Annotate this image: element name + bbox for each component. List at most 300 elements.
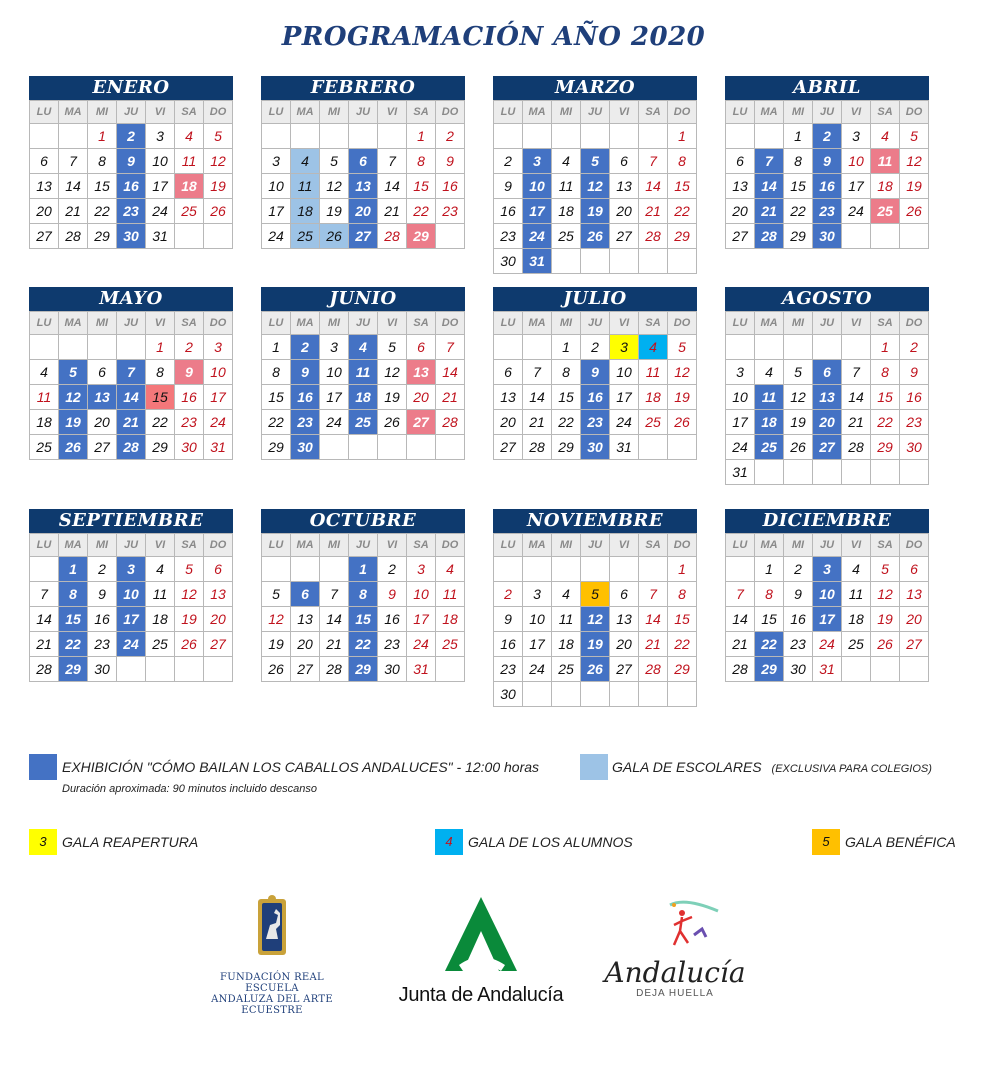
day-cell: 13 [88,385,117,410]
day-cell: 14 [30,607,59,632]
day-cell: 19 [262,632,291,657]
day-cell: 30 [813,224,842,249]
day-cell: 1 [552,335,581,360]
month-table [29,311,233,460]
weekday-header: LU [726,312,755,335]
day-cell: 28 [117,435,146,460]
weekday-header: LU [494,534,523,557]
day-cell: 5 [320,149,349,174]
empty-cell [639,249,668,274]
day-cell: 7 [726,582,755,607]
day-cell: 15 [59,607,88,632]
day-cell: 17 [523,632,552,657]
day-cell: 13 [407,360,436,385]
legend-swatch-alumnos: 4 [435,829,463,855]
empty-cell [668,249,697,274]
empty-cell [755,335,784,360]
empty-cell [842,460,871,485]
day-cell: 16 [117,174,146,199]
day-cell: 7 [59,149,88,174]
day-cell: 3 [842,124,871,149]
empty-cell [813,335,842,360]
day-cell: 11 [639,360,668,385]
weekday-header: LU [726,534,755,557]
weekday-header: MA [59,101,88,124]
day-cell: 6 [204,557,233,582]
weekday-header: JU [581,534,610,557]
day-cell: 17 [610,385,639,410]
day-cell: 28 [30,657,59,682]
empty-cell [871,657,900,682]
empty-cell [871,224,900,249]
day-cell: 24 [117,632,146,657]
weekday-header: VI [146,101,175,124]
day-cell: 3 [523,149,552,174]
day-cell: 29 [262,435,291,460]
empty-cell [30,124,59,149]
day-cell: 7 [639,149,668,174]
empty-cell [291,124,320,149]
day-cell: 5 [871,557,900,582]
empty-cell [871,460,900,485]
day-cell: 19 [784,410,813,435]
weekday-header: MI [88,534,117,557]
month-title: JULIO [493,287,697,311]
day-cell: 29 [59,657,88,682]
day-cell: 26 [175,632,204,657]
day-cell: 20 [204,607,233,632]
day-cell: 12 [668,360,697,385]
day-cell: 30 [784,657,813,682]
day-cell: 20 [291,632,320,657]
day-cell: 30 [494,682,523,707]
weekday-header: LU [494,101,523,124]
day-cell: 27 [204,632,233,657]
day-cell: 4 [552,149,581,174]
weekday-header: MA [59,534,88,557]
day-cell: 19 [59,410,88,435]
day-cell: 30 [291,435,320,460]
weekday-header: LU [30,534,59,557]
empty-cell [842,657,871,682]
empty-cell [784,460,813,485]
weekday-header: LU [726,101,755,124]
month-title: SEPTIEMBRE [29,509,233,533]
day-cell: 20 [494,410,523,435]
weekday-header: SA [639,312,668,335]
day-cell: 24 [523,657,552,682]
day-cell: 6 [30,149,59,174]
day-cell: 3 [610,335,639,360]
empty-cell [581,124,610,149]
empty-cell [494,557,523,582]
empty-cell [610,249,639,274]
day-cell: 1 [871,335,900,360]
day-cell: 19 [900,174,929,199]
empty-cell [204,224,233,249]
month-title: ABRIL [725,76,929,100]
day-cell: 29 [668,657,697,682]
day-cell: 2 [813,124,842,149]
empty-cell [175,224,204,249]
day-cell: 7 [639,582,668,607]
month-septiembre [29,509,233,682]
day-cell: 29 [407,224,436,249]
day-cell: 8 [349,582,378,607]
day-cell: 26 [581,224,610,249]
dancer-figure-icon [630,895,720,953]
day-cell: 7 [523,360,552,385]
month-title: JUNIO [261,287,465,311]
weekday-header: SA [871,312,900,335]
day-cell: 29 [755,657,784,682]
empty-cell [494,124,523,149]
day-cell: 5 [900,124,929,149]
day-cell: 6 [610,149,639,174]
day-cell: 22 [146,410,175,435]
day-cell: 21 [320,632,349,657]
day-cell: 10 [320,360,349,385]
legend-escolares [612,759,932,775]
weekday-header: MA [755,312,784,335]
day-cell: 16 [494,632,523,657]
day-cell: 22 [668,199,697,224]
day-cell: 15 [349,607,378,632]
month-febrero [261,76,465,249]
day-cell: 25 [842,632,871,657]
day-cell: 24 [813,632,842,657]
day-cell: 21 [378,199,407,224]
junta-a-icon [441,893,521,975]
month-table [29,533,233,682]
day-cell: 20 [813,410,842,435]
day-cell: 31 [407,657,436,682]
day-cell: 8 [871,360,900,385]
day-cell: 21 [726,632,755,657]
day-cell: 15 [668,174,697,199]
day-cell: 9 [813,149,842,174]
day-cell: 10 [813,582,842,607]
day-cell: 2 [581,335,610,360]
day-cell: 2 [291,335,320,360]
weekday-header: DO [436,534,465,557]
day-cell: 13 [813,385,842,410]
weekday-header: SA [871,101,900,124]
fundacion-line2: ANDALUZA DEL ARTE ECUESTRE [211,994,333,1016]
empty-cell [639,124,668,149]
day-cell: 15 [88,174,117,199]
day-cell: 11 [146,582,175,607]
legend-swatch-reapertura: 3 [29,829,57,855]
day-cell: 24 [320,410,349,435]
day-cell: 22 [552,410,581,435]
month-title: ENERO [29,76,233,100]
day-cell: 7 [436,335,465,360]
day-cell: 30 [88,657,117,682]
weekday-header: JU [813,101,842,124]
day-cell: 16 [581,385,610,410]
day-cell: 23 [581,410,610,435]
day-cell: 17 [523,199,552,224]
legend-benefica: GALA BENÉFICA [845,834,956,850]
weekday-header: MI [552,101,581,124]
day-cell: 3 [262,149,291,174]
empty-cell [146,657,175,682]
weekday-header: MI [552,312,581,335]
empty-cell [755,460,784,485]
day-cell: 24 [146,199,175,224]
day-cell: 12 [262,607,291,632]
day-cell: 24 [523,224,552,249]
day-cell: 10 [842,149,871,174]
day-cell: 25 [552,657,581,682]
weekday-header: MA [291,101,320,124]
day-cell: 15 [262,385,291,410]
day-cell: 19 [378,385,407,410]
day-cell: 28 [378,224,407,249]
day-cell: 5 [668,335,697,360]
day-cell: 17 [262,199,291,224]
day-cell: 21 [117,410,146,435]
day-cell: 3 [813,557,842,582]
day-cell: 15 [552,385,581,410]
day-cell: 3 [407,557,436,582]
empty-cell [581,249,610,274]
day-cell: 13 [900,582,929,607]
day-cell: 26 [320,224,349,249]
day-cell: 22 [871,410,900,435]
month-abril [725,76,929,249]
day-cell: 26 [59,435,88,460]
day-cell: 4 [349,335,378,360]
empty-cell [349,435,378,460]
day-cell: 13 [610,607,639,632]
weekday-header: VI [146,534,175,557]
day-cell: 15 [668,607,697,632]
weekday-header: MA [523,534,552,557]
day-cell: 23 [494,657,523,682]
empty-cell [639,682,668,707]
empty-cell [610,124,639,149]
day-cell: 23 [88,632,117,657]
weekday-header: SA [175,312,204,335]
day-cell: 27 [726,224,755,249]
day-cell: 16 [291,385,320,410]
empty-cell [523,124,552,149]
weekday-header: JU [813,312,842,335]
weekday-header: DO [900,534,929,557]
weekday-header: SA [407,312,436,335]
day-cell: 12 [320,174,349,199]
day-cell: 11 [842,582,871,607]
day-cell: 26 [871,632,900,657]
weekday-header: VI [610,101,639,124]
weekday-header: SA [175,534,204,557]
empty-cell [59,124,88,149]
day-cell: 13 [30,174,59,199]
day-cell: 16 [494,199,523,224]
empty-cell [900,224,929,249]
day-cell: 10 [726,385,755,410]
weekday-header: MA [291,312,320,335]
day-cell: 23 [378,632,407,657]
day-cell: 12 [378,360,407,385]
day-cell: 4 [146,557,175,582]
day-cell: 26 [204,199,233,224]
day-cell: 2 [900,335,929,360]
day-cell: 2 [784,557,813,582]
day-cell: 30 [117,224,146,249]
day-cell: 23 [494,224,523,249]
day-cell: 7 [378,149,407,174]
empty-cell [291,557,320,582]
day-cell: 10 [204,360,233,385]
day-cell: 25 [639,410,668,435]
day-cell: 8 [407,149,436,174]
empty-cell [523,557,552,582]
day-cell: 11 [436,582,465,607]
day-cell: 16 [784,607,813,632]
weekday-header: DO [668,534,697,557]
day-cell: 11 [871,149,900,174]
weekday-header: JU [349,534,378,557]
weekday-header: VI [610,312,639,335]
day-cell: 1 [755,557,784,582]
day-cell: 10 [146,149,175,174]
day-cell: 7 [842,360,871,385]
legend-exhibicion: EXHIBICIÓN "CÓMO BAILAN LOS CABALLOS ANDALUCES" - 12:00 horas [62,759,540,775]
day-cell: 4 [175,124,204,149]
legend-escolares-label: GALA DE ESCOLARES [612,759,762,775]
day-cell: 9 [88,582,117,607]
day-cell: 2 [436,124,465,149]
day-cell: 25 [175,199,204,224]
day-cell: 15 [146,385,175,410]
day-cell: 25 [755,435,784,460]
day-cell: 5 [378,335,407,360]
day-cell: 2 [494,582,523,607]
day-cell: 29 [871,435,900,460]
day-cell: 11 [552,607,581,632]
empty-cell [204,657,233,682]
empty-cell [784,335,813,360]
day-cell: 6 [291,582,320,607]
weekday-header: MI [88,101,117,124]
day-cell: 13 [610,174,639,199]
day-cell: 6 [88,360,117,385]
day-cell: 27 [494,435,523,460]
day-cell: 27 [30,224,59,249]
day-cell: 14 [378,174,407,199]
day-cell: 9 [494,607,523,632]
month-table [725,311,929,485]
day-cell: 15 [407,174,436,199]
horse-rider-emblem-icon [252,895,292,959]
weekday-header: VI [378,312,407,335]
day-cell: 19 [581,632,610,657]
day-cell: 27 [610,657,639,682]
day-cell: 11 [30,385,59,410]
day-cell: 15 [755,607,784,632]
day-cell: 23 [291,410,320,435]
weekday-header: MA [755,534,784,557]
day-cell: 6 [900,557,929,582]
day-cell: 23 [900,410,929,435]
day-cell: 1 [784,124,813,149]
empty-cell [726,335,755,360]
day-cell: 16 [175,385,204,410]
day-cell: 16 [378,607,407,632]
month-title: MARZO [493,76,697,100]
day-cell: 17 [842,174,871,199]
empty-cell [117,335,146,360]
empty-cell [436,435,465,460]
empty-cell [610,682,639,707]
day-cell: 4 [552,582,581,607]
day-cell: 10 [117,582,146,607]
weekday-header: DO [668,312,697,335]
weekday-header: VI [842,534,871,557]
day-cell: 14 [639,174,668,199]
day-cell: 20 [900,607,929,632]
day-cell: 25 [291,224,320,249]
weekday-header: MA [523,312,552,335]
weekday-header: SA [639,534,668,557]
day-cell: 1 [349,557,378,582]
day-cell: 8 [552,360,581,385]
day-cell: 3 [320,335,349,360]
day-cell: 25 [349,410,378,435]
day-cell: 23 [813,199,842,224]
day-cell: 16 [813,174,842,199]
day-cell: 22 [88,199,117,224]
day-cell: 22 [262,410,291,435]
day-cell: 26 [668,410,697,435]
day-cell: 20 [407,385,436,410]
day-cell: 20 [610,199,639,224]
day-cell: 1 [146,335,175,360]
day-cell: 28 [726,657,755,682]
day-cell: 11 [755,385,784,410]
day-cell: 18 [639,385,668,410]
month-title: MAYO [29,287,233,311]
empty-cell [552,124,581,149]
weekday-header: JU [117,101,146,124]
month-table [493,533,697,707]
weekday-header: MA [523,101,552,124]
day-cell: 29 [146,435,175,460]
day-cell: 8 [668,582,697,607]
day-cell: 15 [871,385,900,410]
day-cell: 26 [378,410,407,435]
day-cell: 14 [639,607,668,632]
day-cell: 24 [610,410,639,435]
day-cell: 12 [900,149,929,174]
weekday-header: VI [842,312,871,335]
empty-cell [262,124,291,149]
day-cell: 20 [88,410,117,435]
day-cell: 9 [494,174,523,199]
day-cell: 26 [784,435,813,460]
weekday-header: LU [262,534,291,557]
day-cell: 17 [204,385,233,410]
day-cell: 4 [639,335,668,360]
day-cell: 20 [349,199,378,224]
day-cell: 7 [117,360,146,385]
day-cell: 8 [755,582,784,607]
day-cell: 19 [320,199,349,224]
day-cell: 18 [349,385,378,410]
